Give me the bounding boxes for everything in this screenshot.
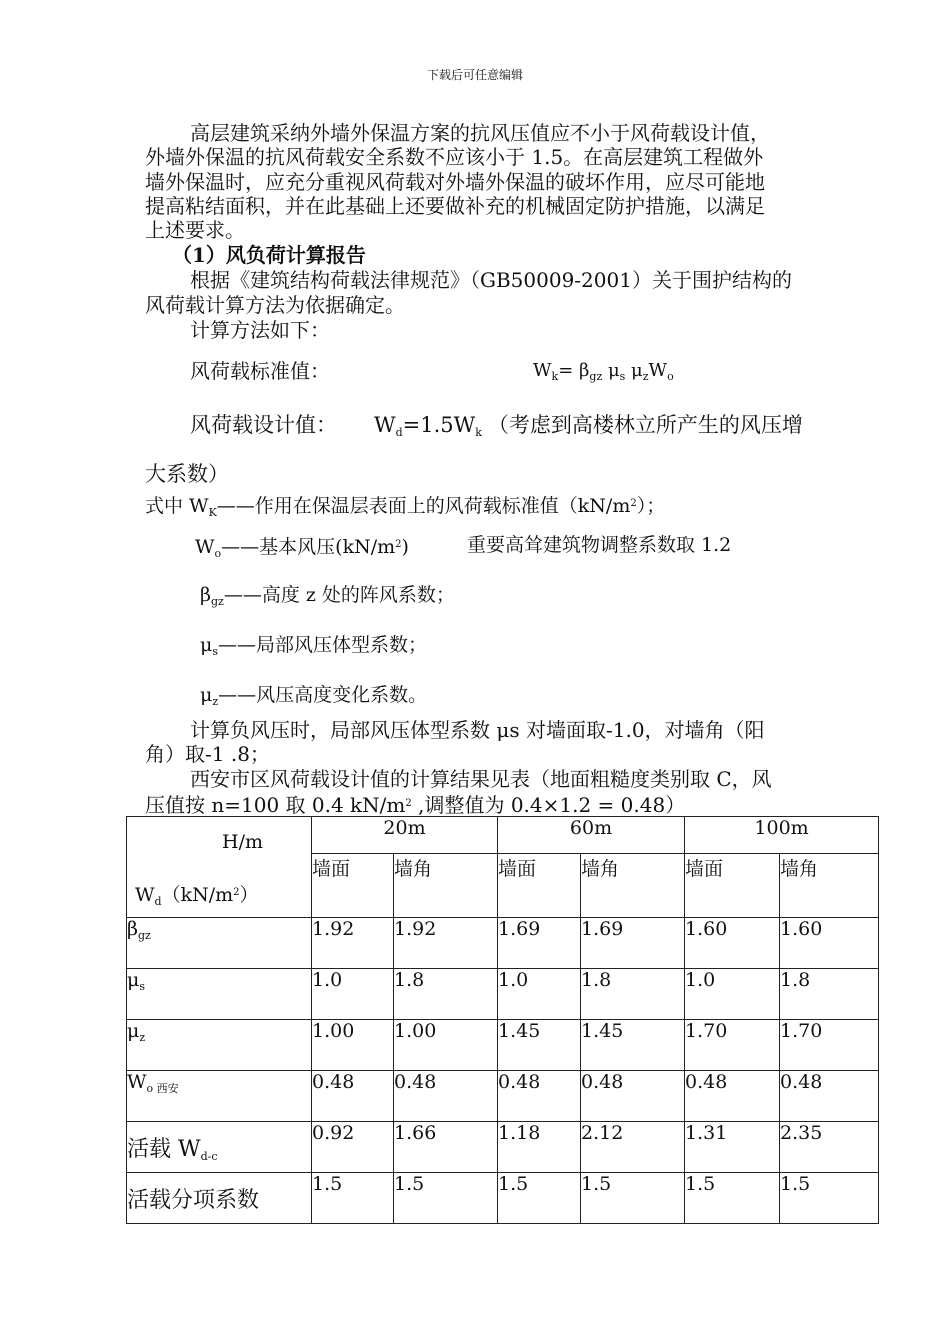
table-cell: 1.45 bbox=[498, 1020, 581, 1071]
def-wo-note: 重要高耸建筑物调整系数取 1.2 bbox=[467, 534, 732, 556]
table-cell: 1.5 bbox=[312, 1173, 394, 1224]
table-cell: 1.8 bbox=[780, 969, 879, 1020]
table-cell: 2.12 bbox=[581, 1122, 685, 1173]
subhead-wall-100: 墙面 bbox=[685, 854, 780, 918]
intro-line-1: 高层建筑采纳外墙外保温方案的抗风压值应不小于风荷载设计值， bbox=[190, 121, 770, 145]
def-wo: $W_o——$基本风压$(kN/m^2)$ bbox=[195, 536, 409, 560]
table-cell: 1.00 bbox=[312, 1020, 394, 1071]
table-cell: 1.18 bbox=[498, 1122, 581, 1173]
table-cell: 1.92 bbox=[394, 918, 498, 969]
basis-line-1: 根据《建筑结构荷载法律规范》（GB50009-2001）关于围护结构的 bbox=[190, 268, 792, 292]
subhead-corner-60: 墙角 bbox=[581, 854, 685, 918]
height-60m: 60m bbox=[498, 817, 685, 854]
xian-line-2: 压值按 n=100 取 0.4 $kN/m^2$ ,调整值为 0.4×1.2 = 0.48） bbox=[145, 793, 686, 817]
wind-load-table bbox=[126, 816, 879, 1224]
intro-line-5: 上述要求。 bbox=[145, 218, 245, 242]
basis-line-2: 风荷载计算方法为依据确定。 bbox=[145, 293, 405, 317]
subhead-wall-60: 墙面 bbox=[498, 854, 581, 918]
table-cell: 0.48 bbox=[685, 1071, 780, 1122]
table-corner-cell bbox=[127, 817, 312, 918]
table-cell: 0.92 bbox=[312, 1122, 394, 1173]
table-cell: 0.48 bbox=[312, 1071, 394, 1122]
neg-line-2: 角）取-1 .8； bbox=[145, 742, 270, 766]
row-label-wo: $W_{o 西安}$ bbox=[127, 1071, 312, 1122]
def-wk: 式中 $W_K——$作用在保温层表面上的风荷载标准值$(kN/m^2)$； bbox=[145, 495, 666, 519]
table-row bbox=[127, 969, 879, 1020]
table-cell: 1.0 bbox=[685, 969, 780, 1020]
table-cell: 1.00 bbox=[394, 1020, 498, 1071]
table-cell: 1.5 bbox=[685, 1173, 780, 1224]
intro-line-4: 提高粘结面积，并在此基础上还要做补充的机械固定防护措施，以满足 bbox=[145, 194, 765, 218]
table-row bbox=[127, 1020, 879, 1071]
table-cell: 1.8 bbox=[394, 969, 498, 1020]
table-cell: 1.5 bbox=[581, 1173, 685, 1224]
table-cell: 0.48 bbox=[780, 1071, 879, 1122]
xian-line-1: 西安市区风荷载设计值的计算结果见表（地面粗糙度类别取 C，风 bbox=[190, 767, 772, 791]
row-label-live-factor: 活载分项系数 bbox=[127, 1173, 312, 1224]
table-cell: 1.5 bbox=[498, 1173, 581, 1224]
def-muz: $\mu_z——$风压高度变化系数。 bbox=[200, 684, 428, 708]
neg-line-1: 计算负风压时，局部风压体型系数 μs 对墙面取-1.0，对墙角（阳 bbox=[190, 718, 765, 742]
table-cell: 1.69 bbox=[581, 918, 685, 969]
table-cell: 0.48 bbox=[394, 1071, 498, 1122]
table-row bbox=[127, 1173, 879, 1224]
table-row bbox=[127, 918, 879, 969]
table-cell: 1.92 bbox=[312, 918, 394, 969]
table-cell: 1.66 bbox=[394, 1122, 498, 1173]
table-cell: 1.31 bbox=[685, 1122, 780, 1173]
intro-line-2: 外墙外保温的抗风荷载安全系数不应该小于 1.5。在高层建筑工程做外 bbox=[145, 145, 764, 169]
subhead-corner-100: 墙角 bbox=[780, 854, 879, 918]
height-20m: 20m bbox=[312, 817, 498, 854]
table-cell: 1.45 bbox=[581, 1020, 685, 1071]
design-formula: $W_d=1.5W_k$ （考虑到高楼林立所产生的风压增 bbox=[374, 413, 803, 439]
row-label-beta: $\beta_{gz}$ bbox=[127, 918, 312, 969]
corner-height-label: H/m bbox=[222, 831, 263, 853]
table-cell: 1.8 bbox=[581, 969, 685, 1020]
table-cell: 0.48 bbox=[498, 1071, 581, 1122]
subhead-wall-20: 墙面 bbox=[312, 854, 394, 918]
table-row bbox=[127, 1071, 879, 1122]
table-cell: 1.0 bbox=[498, 969, 581, 1020]
table-cell: 1.70 bbox=[685, 1020, 780, 1071]
row-label-live-load: 活载 $W_{d-c}$ bbox=[127, 1122, 312, 1173]
def-beta: $\beta_{gz}——$高度 z 处的阵风系数； bbox=[200, 584, 455, 608]
subhead-corner-20: 墙角 bbox=[394, 854, 498, 918]
table-cell: 1.60 bbox=[685, 918, 780, 969]
def-mus: $\mu_s——$局部风压体型系数； bbox=[200, 634, 428, 658]
design-label: 风荷载设计值： bbox=[190, 413, 337, 437]
corner-wd-label: $W_d(kN/m^2)$ bbox=[135, 884, 259, 908]
table-cell: 1.69 bbox=[498, 918, 581, 969]
table-cell: 2.35 bbox=[780, 1122, 879, 1173]
std-formula: $W_k= \beta_{gz}$ $\mu_s$ $\mu_zW_o$ bbox=[533, 360, 674, 383]
section-title: （1）风负荷计算报告 bbox=[172, 243, 366, 267]
row-label-muz: $\mu_z$ bbox=[127, 1020, 312, 1071]
method-line: 计算方法如下： bbox=[190, 318, 330, 342]
table-cell: 1.5 bbox=[780, 1173, 879, 1224]
table-row bbox=[127, 1122, 879, 1173]
design-cont: 大系数） bbox=[145, 462, 229, 486]
header-note: 下载后可任意编辑 bbox=[426, 68, 523, 82]
row-label-mus: $\mu_s$ bbox=[127, 969, 312, 1020]
table-cell: 1.70 bbox=[780, 1020, 879, 1071]
table-cell: 1.5 bbox=[394, 1173, 498, 1224]
intro-line-3: 墙外保温时，应充分重视风荷载对外墙外保温的破坏作用，应尽可能地 bbox=[145, 170, 765, 194]
table-cell: 1.0 bbox=[312, 969, 394, 1020]
height-100m: 100m bbox=[685, 817, 879, 854]
table-cell: 1.60 bbox=[780, 918, 879, 969]
std-label: 风荷载标准值： bbox=[190, 359, 330, 383]
table-cell: 0.48 bbox=[581, 1071, 685, 1122]
